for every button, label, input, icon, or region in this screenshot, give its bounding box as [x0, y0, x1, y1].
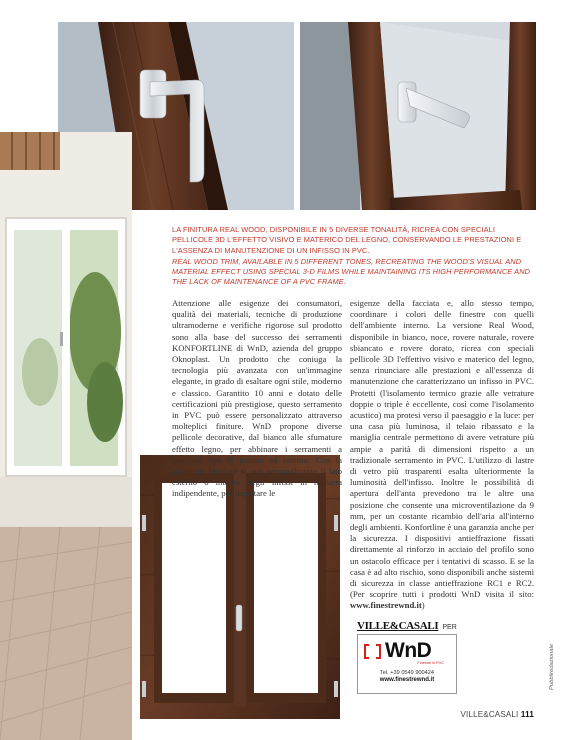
article-website-link[interactable]: www.finestrewnd.it [350, 600, 422, 611]
ad-website[interactable]: www.finestrewnd.it [379, 677, 435, 683]
article-column-left: Attenzione alle esigenze dei consumatori, qualità dei materiali, tecniche di produzione ultramoderne e verifiche rigorose sul prodotto sono alla base del successo dei serramenti KONFORTLINE di WnD, azienda del gruppo Oknoplast. Un prodotto che coniuga la tecnologia più avanzata con un'immagine elegante, in grado di esaltare ogni stile, moderno e classico. Garantito 10 anni e dotato delle certificazioni più prestigiose, questo serramento in PVC può essere personalizzato attraverso molteplici finiture. WnD propone diverse pellicole decorative, dal bianco alle sfumature effetto legno, per abbinare i serramenti a qualsiasi tipo di interno ed esterno. Con la soluzione bicolore si può personalizzare il lato esterno o interno degli infissi in maniera indipendente, per rispettare le [172, 298, 342, 499]
ad-per-label: PER [442, 624, 457, 631]
side-note-pubbliredazionale: Pubbliredazionale [549, 643, 555, 690]
article-column-right [350, 298, 534, 612]
ad-phone: Tel. +39 0549 900424 [380, 670, 434, 676]
wnd-tagline: Finestre in PVC [417, 661, 444, 665]
ad-header [357, 620, 457, 632]
article-column-right-text: esigenze della facciata e, allo stesso tempo, coordinare i colori delle finestre con quelli dell'ambiente interno. La versione Real Wood, disponibile in bianco, noce, rovere naturale, rovere sbiancato e rovere dorato, ricrea con speciali pellicole 3D l'effettivo visivo e materico del legno, senza rinunciare alle prestazioni e all'essenza di manutenzione che caratterizzano un infisso in PVC. Protetti (l'isolamento termico grazie alle vetrature doppie o triple è eccellente, così come l'isolamento acustico) ma protesi verso il paesaggio e la luce: per una casa più luminosa, il telaio ribassato e la maniglia centrale permettono di avere vetrature più ampie a parità di dimensioni rispetto a un tradizionale serramento in PVC. L'utilizzo di lastre di vetro più trasparenti esalta ulteriormente la luminosità dell'infisso. Inoltre le possibilità di apertura dell'anta prevedono tra le altre una posizione che consente una microventilazione da 9 mm, per un costante ricambio dell'aria all'interno degli ambienti. Konfortline è una garanzia anche per la sicurezza. I dispositivi antieffrazione fissati direttamente al rinforzo in acciaio del profilo sono un ostacolo efficace per i tentativi di scasso. E se la casa è ad alto rischio, sono disponibili anche sistemi di sicurezza in classe antieffrazione RC1 e RC2. (Per scoprire tutti i prodotti WnD visita il sito: [350, 298, 534, 600]
wnd-ad-box [357, 634, 457, 694]
photo-caption [172, 225, 534, 288]
page-footer [460, 710, 534, 719]
wnd-brand-name: WnD [385, 639, 432, 662]
magazine-logo: VILLE&CASALI [357, 620, 439, 632]
wnd-bracket-icon [364, 643, 381, 660]
footer-magazine: VILLE&CASALI [460, 710, 519, 719]
caption-italian: LA FINITURA REAL WOOD, DISPONIBILE IN 5 DIVERSE TONALITÀ, RICREA CON SPECIALI PELLICOLE 3D L'EFFETTO VISIVO E MATERICO DEL LEGNO, CONSERVANDO LE PRESTAZIONI E L'ASSENZA DI MANUTENZIONE DI UN INFISSO IN PVC. [172, 225, 522, 255]
caption-english: REAL WOOD TRIM, AVAILABLE IN 5 DIFFERENT TONES, RECREATING THE WOOD'S VISUAL AND MATERIAL EFFECT USING SPECIAL 3-D FILMS WHILE MAINTAINING ITS HIGH PERFORMANCE AND THE LACK OF MAINTENANCE OF A PVC FRAME. [172, 256, 531, 287]
photo-living-room-window [0, 132, 132, 740]
wnd-logo [364, 639, 450, 663]
page-number: 111 [520, 710, 534, 719]
article-closing-paren: ) [421, 600, 425, 611]
photo-window-handle-open [300, 22, 536, 210]
